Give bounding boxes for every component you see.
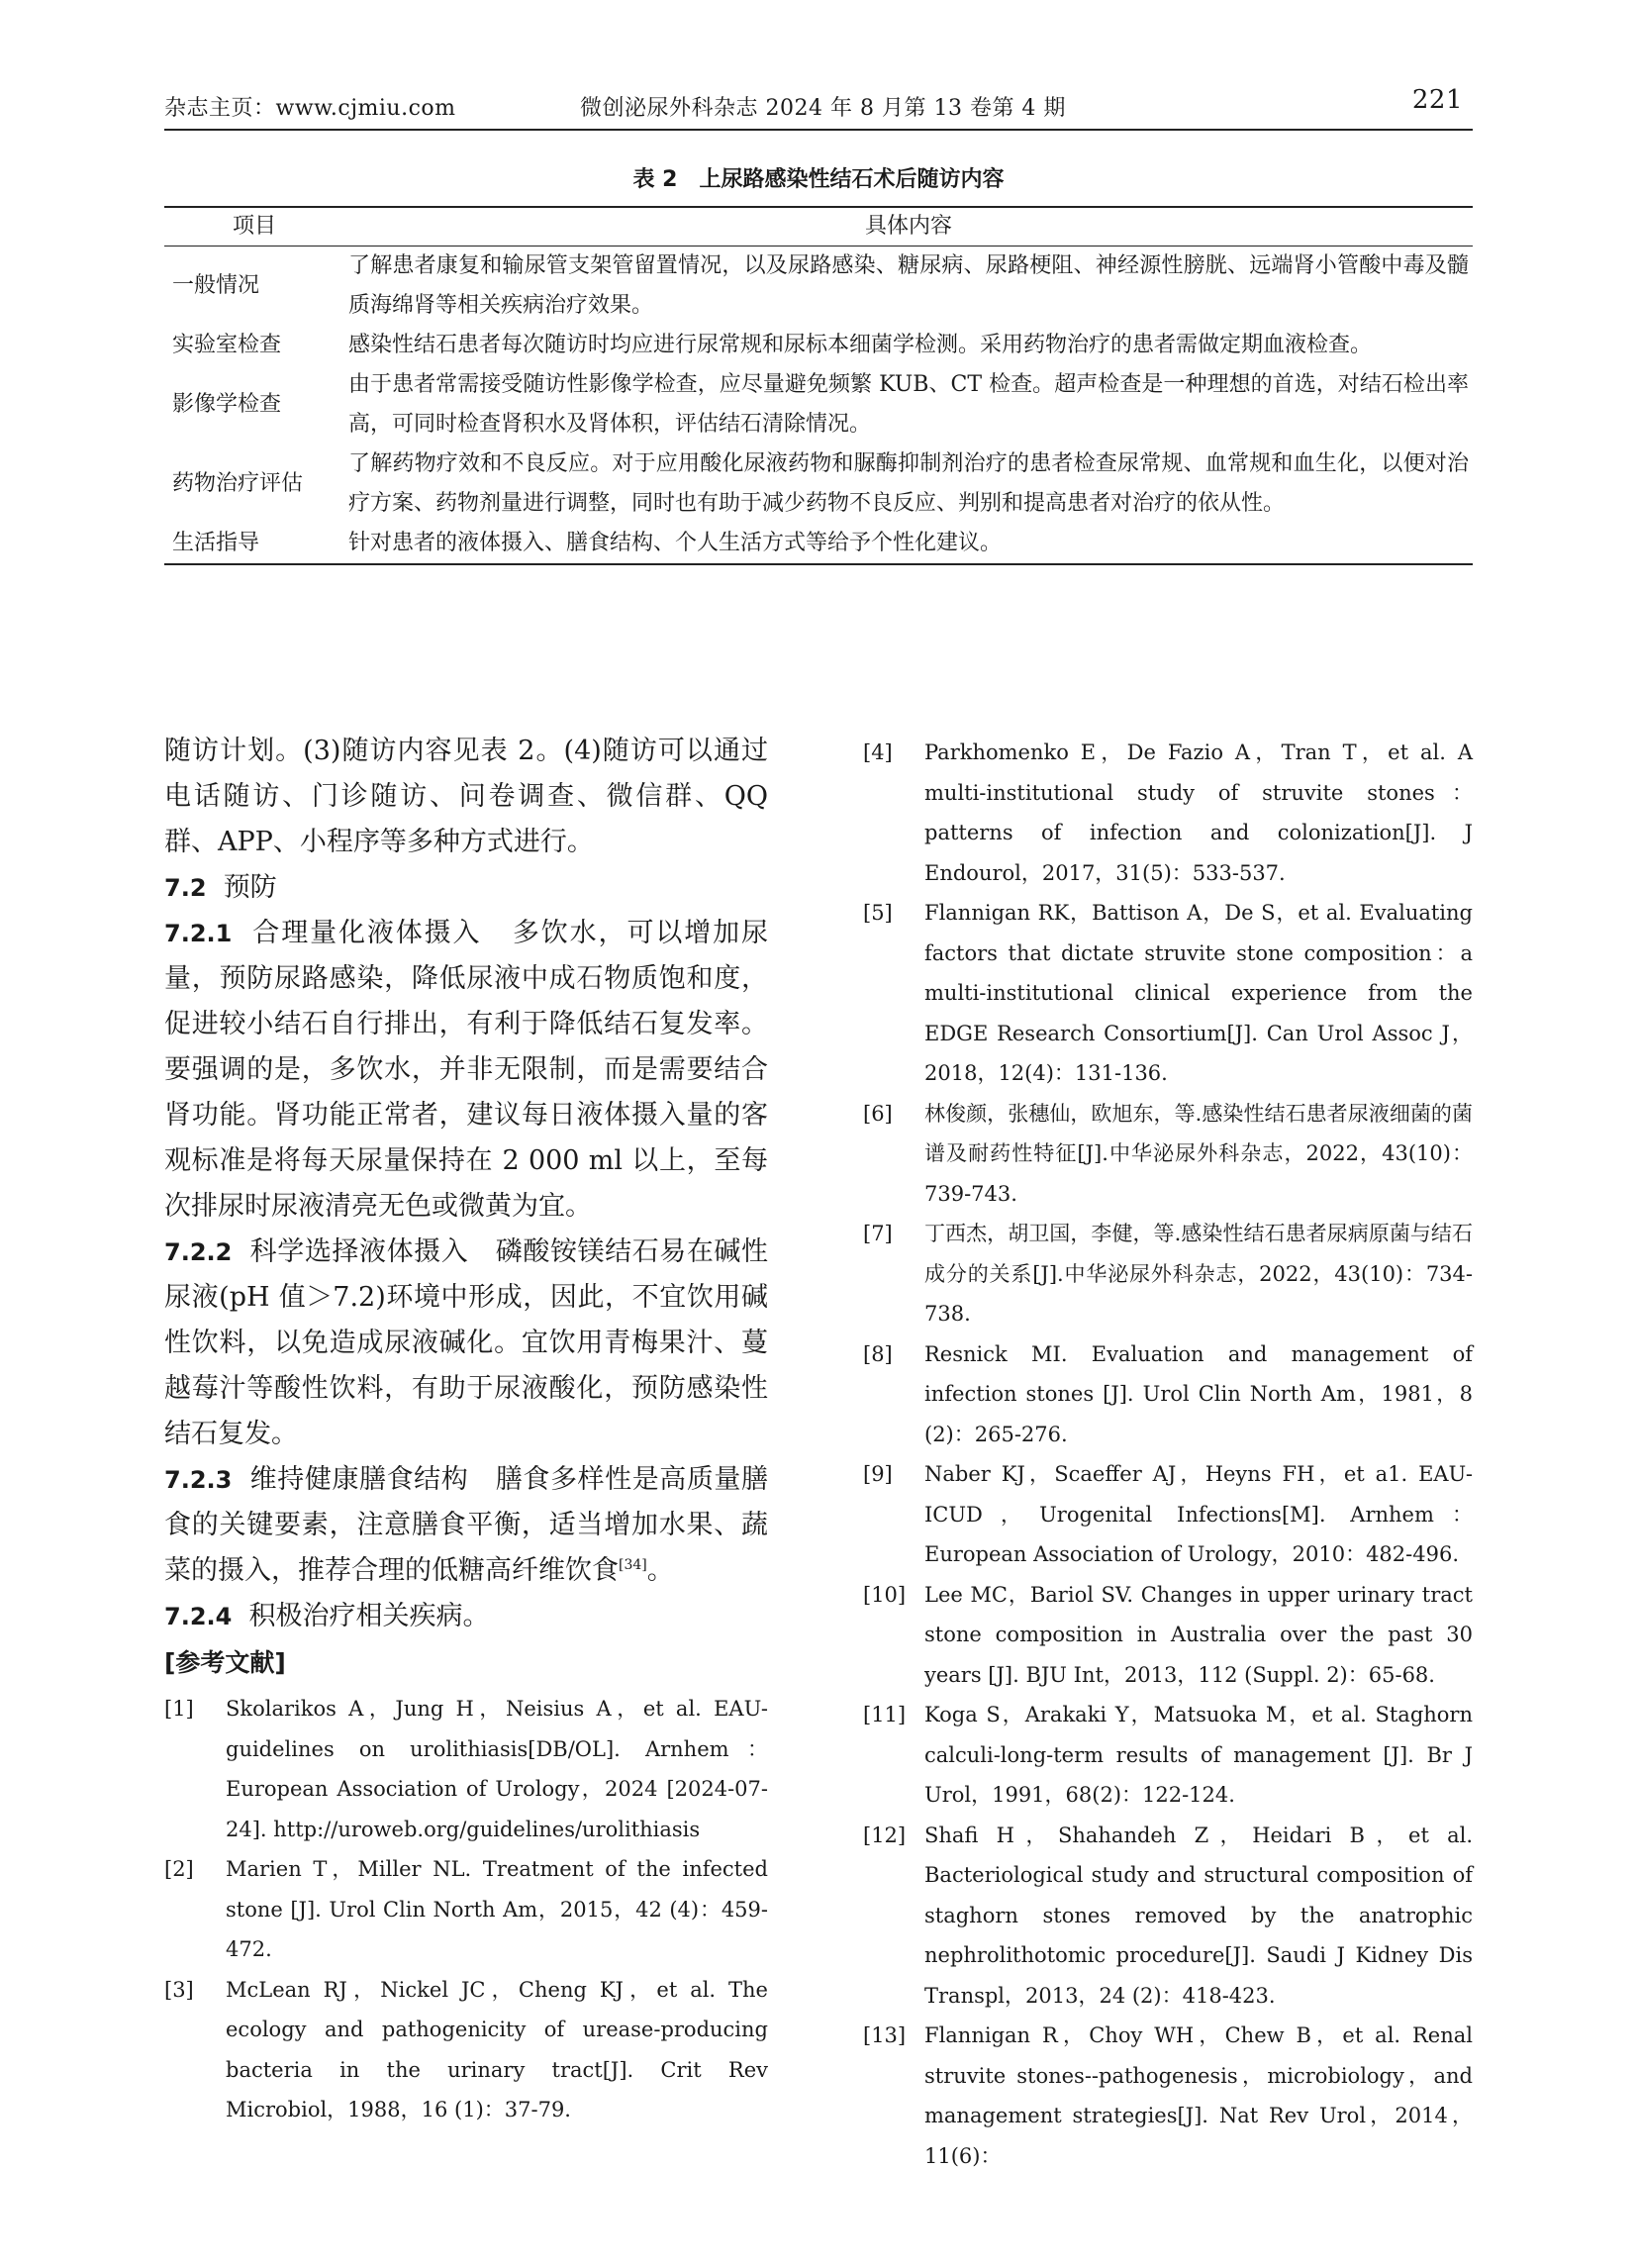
table-row	[164, 365, 1473, 444]
reference-text: Skolarikos A，Jung H，Neisius A，et al. EAU-guidelines on urolithiasis[DB/OL]. Arnhem：European Association of Urology，2024 [2024-07-24]. http://uroweb.org/guidelines/urolithiasis	[226, 1697, 768, 1841]
references-heading: [参考文献]	[164, 1648, 286, 1677]
subsection-title: 维持健康膳食结构	[249, 1464, 469, 1495]
running-header	[164, 85, 1473, 131]
reference-item	[863, 1816, 1473, 2017]
page-number: 221	[1411, 85, 1463, 115]
row-content: 了解药物疗效和不良反应。对于应用酸化尿液药物和脲酶抑制剂治疗的患者检查尿常规、血常规和血生化，以便对治疗方案、药物剂量进行调整，同时也有助于减少药物不良反应、判别和提高患者对治疗的依从性。	[348, 451, 1469, 516]
row-item: 实验室检查	[172, 333, 282, 357]
subsection-number: 7.2.3	[164, 1466, 233, 1494]
subsection-number: 7.2.1	[164, 920, 233, 947]
reference-text: Resnick MI. Evaluation and management of infection stones [J]. Urol Clin North Am，1981，8 (2)：265-276.	[924, 1341, 1473, 1446]
row-content: 感染性结石患者每次随访时均应进行尿常规和尿标本细菌学检测。采用药物治疗的患者需做定期血液检查。	[348, 333, 1373, 357]
reference-item	[863, 1214, 1473, 1334]
intro-paragraph: 随访计划。(3)随访内容见表 2。(4)随访可以通过电话随访、门诊随访、问卷调查、微信群、QQ 群、APP、小程序等多种方式进行。	[164, 736, 768, 857]
table-header-row	[164, 207, 1473, 247]
subsection-title: 科学选择液体摄入	[249, 1236, 469, 1267]
section-number: 7.2	[164, 874, 207, 902]
reference-number: [2]	[164, 1857, 194, 1881]
reference-item	[863, 1094, 1473, 1215]
reference-item	[863, 733, 1473, 893]
reference-number: [13]	[863, 2023, 907, 2047]
reference-number: [8]	[863, 1341, 893, 1366]
left-column	[164, 729, 768, 2130]
subsection-number: 7.2.2	[164, 1238, 233, 1266]
col-header-content: 具体内容	[344, 207, 1473, 247]
subsection-title: 积极治疗相关疾病。	[248, 1601, 490, 1631]
journal-issue: 微创泌尿外科杂志 2024 年 8 月第 13 卷第 4 期	[580, 96, 1066, 121]
citation-link[interactable]: [34]	[619, 1557, 647, 1573]
section-7-2-3	[164, 1457, 768, 1594]
row-content: 针对患者的液体摄入、膳食结构、个人生活方式等给予个性化建议。	[344, 524, 1473, 564]
reference-item	[863, 2016, 1473, 2176]
row-item: 影像学检查	[172, 392, 282, 417]
subsection-text: 膳食多样性是高质量膳食的关键要素，注意膳食平衡，适当增加水果、蔬菜的摄入，推荐合理的低糖高纤维饮食	[164, 1464, 769, 1586]
reference-item	[863, 1454, 1473, 1575]
reference-item	[164, 1970, 768, 2130]
subsection-number: 7.2.4	[164, 1603, 233, 1630]
row-content: 由于患者常需接受随访性影像学检查，应尽量避免频繁 KUB、CT 检查。超声检查是一种理想的首选，对结石检出率高，可同时检查肾积水及肾体积，评估结石清除情况。	[348, 372, 1469, 437]
table-row	[164, 444, 1473, 524]
reference-text: Lee MC，Bariol SV. Changes in upper urinary tract stone composition in Australia over the past 30 years [J]. BJU Int，2013，112 (Suppl. 2)：65-68.	[924, 1582, 1473, 1687]
reference-number: [10]	[863, 1582, 907, 1607]
reference-number: [4]	[863, 740, 893, 764]
reference-number: [1]	[164, 1697, 194, 1721]
reference-item	[863, 1575, 1473, 1696]
reference-number: [3]	[164, 1977, 194, 2002]
reference-number: [5]	[863, 901, 893, 925]
row-item: 药物治疗评估	[172, 471, 304, 496]
reference-number: [7]	[863, 1222, 893, 1245]
followup-table	[164, 206, 1473, 565]
table-row	[164, 247, 1473, 327]
row-item: 生活指导	[164, 524, 344, 564]
section-7-2-4	[164, 1594, 768, 1639]
table-row	[164, 524, 1473, 564]
subsection-text: 多饮水，可以增加尿量，预防尿路感染，降低尿液中成石物质饱和度，促进较小结石自行排出，有利于降低结石复发率。要强调的是，多饮水，并非无限制，而是需要结合肾功能。肾功能正常者，建议每日液体摄入量的客观标准是将每天尿量保持在 2 000 ml 以上，至每次排尿时尿液清亮无色或微黄为宜。	[164, 918, 769, 1222]
section-7-2-heading	[164, 865, 768, 911]
reference-text: Shafi H，Shahandeh Z，Heidari B，et al. Bacteriological study and structural composition of staghorn stones removed by the anatrophic nephrolithotomic procedure[J]. Saudi J Kidney Dis Transpl，2013，24 (2)：418-423.	[924, 1823, 1473, 2008]
col-header-item: 项目	[164, 207, 344, 247]
section-7-2-2	[164, 1230, 768, 1457]
reference-text: Koga S，Arakaki Y，Matsuoka M，et al. Staghorn calculi-long-term results of management [J]. Br J Urol，1991，68(2)：122-124.	[924, 1703, 1473, 1807]
reference-number: [12]	[863, 1823, 907, 1847]
row-content: 了解患者康复和输尿管支架管留置情况，以及尿路感染、糖尿病、尿路梗阻、神经源性膀胱、远端肾小管酸中毒及髓质海绵肾等相关疾病治疗效果。	[348, 253, 1469, 318]
reference-text: Flannigan R，Choy WH，Chew B，et al. Renal struvite stones--pathogenesis，microbiology，and management strategies[J]. Nat Rev Urol，2014，11(6)：	[924, 2023, 1473, 2168]
right-column	[863, 733, 1473, 2176]
table-row	[164, 326, 1473, 365]
section-7-2-1	[164, 911, 768, 1230]
reference-number: [11]	[863, 1703, 907, 1726]
subsection-end: 。	[646, 1555, 674, 1586]
section-title: 预防	[223, 872, 277, 903]
table-caption: 表 2 上尿路感染性结石术后随访内容	[632, 167, 1005, 192]
subsection-title: 合理量化液体摄入	[252, 918, 482, 948]
reference-number: [9]	[863, 1462, 893, 1486]
reference-item	[164, 1849, 768, 1970]
reference-item	[164, 1689, 768, 1849]
journal-homepage: 杂志主页：www.cjmiu.com	[164, 96, 456, 121]
reference-text: Parkhomenko E，De Fazio A，Tran T，et al. A multi-institutional study of struvite stones：patterns of infection and colonization[J]. J Endourol，2017，31(5)：533-537.	[924, 740, 1473, 885]
reference-number: [6]	[863, 1101, 893, 1126]
reference-text: Flannigan RK，Battison A，De S，et al. Evaluating factors that dictate struvite stone composition：a multi-institutional clinical experience from the EDGE Research Consortium[J]. Can Urol Assoc J，2018，12(4)：131-136.	[924, 901, 1473, 1085]
reference-text: Naber KJ，Scaeffer AJ，Heyns FH，et a1. EAU-ICUD，Urogenital Infections[M]. Arnhem：European Association of Urology，2010：482-496.	[924, 1462, 1473, 1566]
reference-item	[863, 1695, 1473, 1816]
subsection-text: 磷酸铵镁结石易在碱性尿液(pH 值＞7.2)环境中形成，因此，不宜饮用碱性饮料，以免造成尿液碱化。宜饮用青梅果汁、蔓越莓汁等酸性饮料，有助于尿液酸化，预防感染性结石复发。	[164, 1236, 769, 1449]
reference-text: 丁西杰，胡卫国，李健，等.感染性结石患者尿病原菌与结石成分的关系[J].中华泌尿外科杂志，2022，43(10)：734-738.	[924, 1222, 1473, 1326]
row-item: 一般情况	[172, 273, 260, 298]
reference-text: McLean RJ，Nickel JC，Cheng KJ，et al. The ecology and pathogenicity of urease-producing bacteria in the urinary tract[J]. Crit Rev Microbiol，1988，16 (1)：37-79.	[226, 1977, 768, 2121]
reference-text: 林俊颜，张穗仙，欧旭东，等.感染性结石患者尿液细菌的菌谱及耐药性特征[J].中华泌尿外科杂志，2022，43(10)：739-743.	[924, 1101, 1473, 1206]
reference-text: Marien T，Miller NL. Treatment of the infected stone [J]. Urol Clin North Am，2015，42 (4)：459-472.	[226, 1857, 768, 1961]
reference-item	[863, 1334, 1473, 1455]
reference-item	[863, 893, 1473, 1094]
